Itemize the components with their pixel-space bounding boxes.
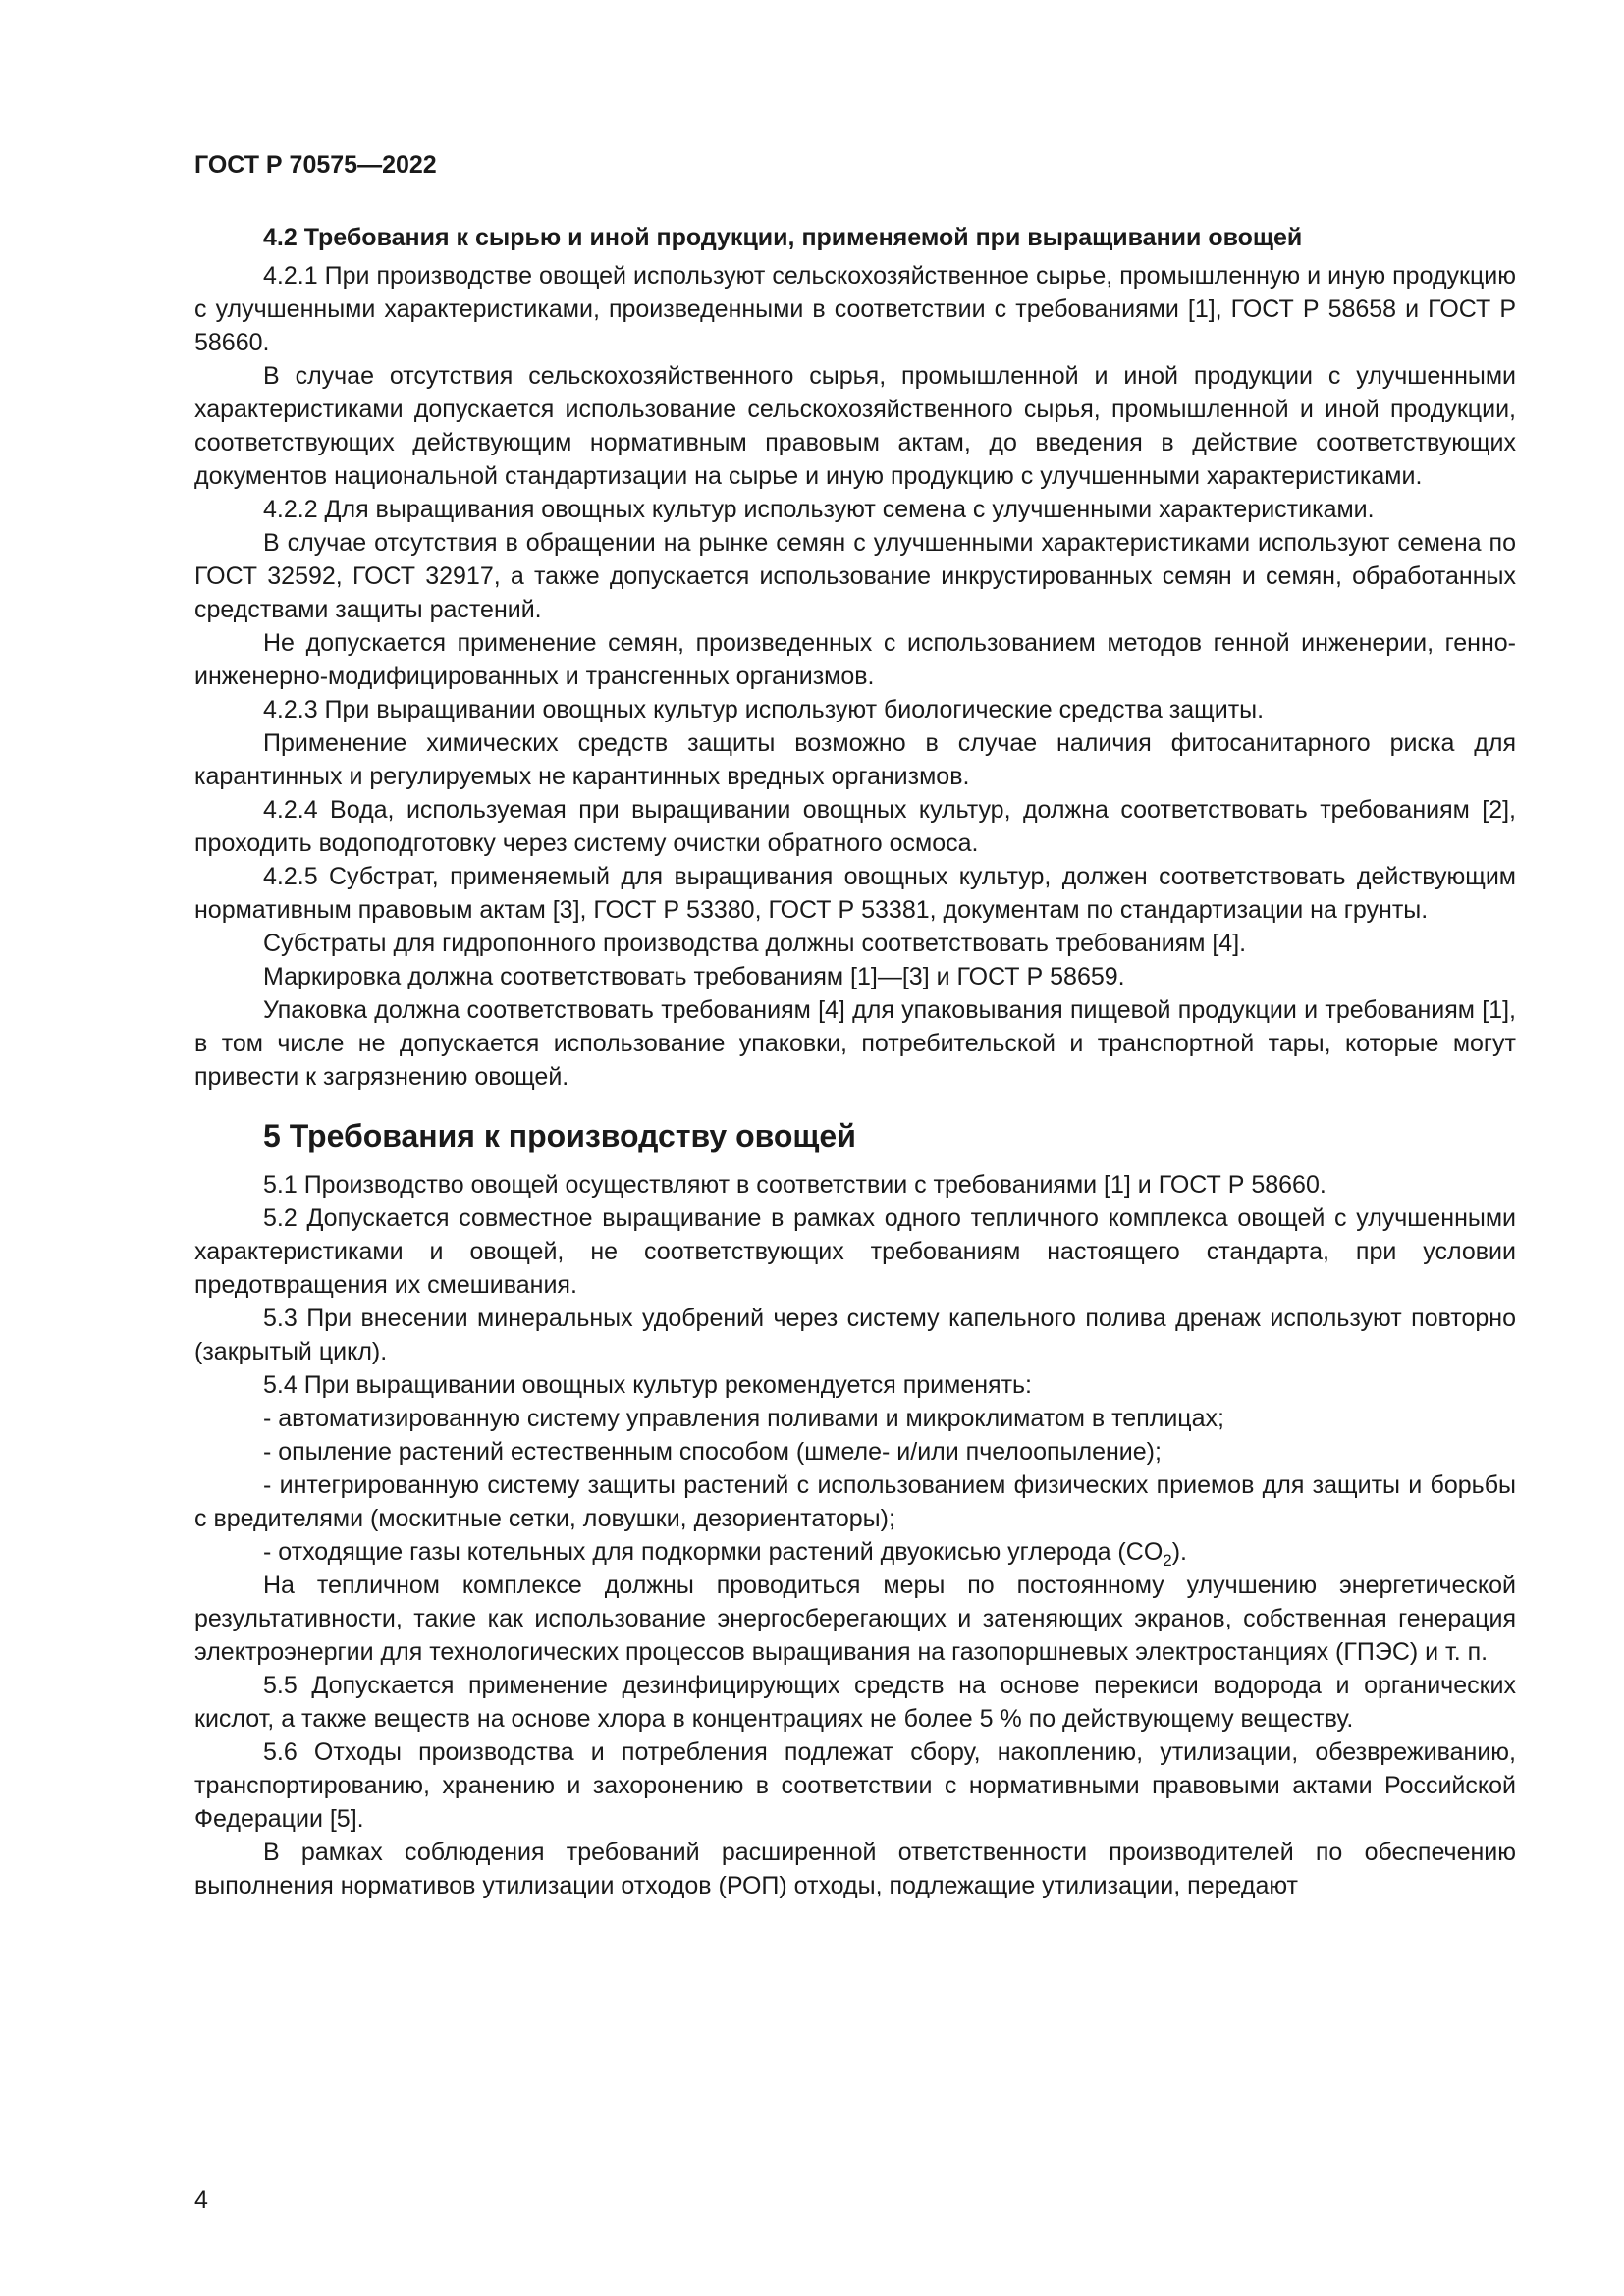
paragraph: На тепличном комплексе должны проводиться меры по постоянному улучшению энергетической результативности, такие как использование энергосберегающих и затеняющих экранов, собственная генерация электроэнергии для технологических процессов выращивания на газопоршневых электростанциях (ГПЭС) и т. п.: [194, 1572, 1516, 1666]
list-item-co2: [194, 1535, 1516, 1569]
subsection-heading-4-2: 4.2 Требования к сырью и иной продукции, применяемой при выращивании овощей: [263, 224, 1303, 251]
paragraph: 5.5 Допускается применение дезинфицирующих средств на основе перекиси водорода и органических кислот, а также веществ на основе хлора в концентрациях не более 5 % по действующему веществу.: [194, 1672, 1516, 1733]
page-content: [194, 221, 1516, 1902]
paragraph: Не допускается применение семян, произведенных с использованием методов генной инженерии, генно-инженерно-модифицированных и трансгенных организмов.: [194, 629, 1516, 690]
page-number: 4: [194, 2186, 208, 2214]
section-heading-5: 5 Требования к производству овощей: [263, 1118, 856, 1153]
co2-item-tail: ).: [1171, 1538, 1188, 1566]
paragraph: 5.4 При выращивании овощных культур рекомендуется применять:: [263, 1371, 1033, 1399]
paragraph: 4.2.1 При производстве овощей используют сельскохозяйственное сырье, промышленную и иную продукцию с улучшенными характеристиками, произведенными в соответствии с требованиями [1], ГОСТ Р 58658 и ГОСТ Р 58660.: [194, 262, 1516, 356]
paragraph: 4.2.5 Субстрат, применяемый для выращивания овощных культур, должен соответствовать действующим нормативным правовым актам [3], ГОСТ Р 53380, ГОСТ Р 53381, документам по стандартизации на грунты.: [194, 863, 1516, 924]
list-item: - автоматизированную систему управления поливами и микроклиматом в теплицах;: [263, 1405, 1224, 1432]
paragraph: 4.2.3 При выращивании овощных культур используют биологические средства защиты.: [263, 696, 1265, 723]
paragraph: Субстраты для гидропонного производства должны соответствовать требованиям [4].: [263, 930, 1247, 957]
paragraph: 5.6 Отходы производства и потребления подлежат сбору, накоплению, утилизации, обезвреживанию, транспортированию, хранению и захоронению в соответствии с нормативными правовыми актами Российской Федерации [5].: [194, 1738, 1516, 1833]
paragraph: Маркировка должна соответствовать требованиям [1]—[3] и ГОСТ Р 58659.: [263, 963, 1125, 990]
paragraph: В рамках соблюдения требований расширенной ответственности производителей по обеспечению выполнения нормативов утилизации отходов (РОП) отходы, подлежащие утилизации, передают: [194, 1839, 1516, 1899]
co2-item-text: - отходящие газы котельных для подкормки растений двуокисью углерода (CO: [263, 1538, 1164, 1566]
paragraph: Упаковка должна соответствовать требованиям [4] для упаковывания пищевой продукции и требованиям [1], в том числе не допускается использование упаковки, потребительской и транспортной тары, которые могут привести к загрязнению овощей.: [194, 996, 1516, 1091]
co2-subscript: 2: [1163, 1551, 1172, 1570]
paragraph: Применение химических средств защиты возможно в случае наличия фитосанитарного риска для карантинных и регулируемых не карантинных вредных организмов.: [194, 729, 1516, 790]
paragraph: 5.2 Допускается совместное выращивание в рамках одного тепличного комплекса овощей с улучшенными характеристиками и овощей, не соответствующих требованиям настоящего стандарта, при условии предотвращения их смешивания.: [194, 1204, 1516, 1299]
paragraph: 5.3 При внесении минеральных удобрений через систему капельного полива дренаж используют повторно (закрытый цикл).: [194, 1305, 1516, 1365]
paragraph: 4.2.2 Для выращивания овощных культур используют семена с улучшенными характеристиками.: [263, 496, 1375, 523]
list-item: - интегрированную систему защиты растений с использованием физических приемов для защиты и борьбы с вредителями (москитные сетки, ловушки, дезориентаторы);: [194, 1471, 1516, 1532]
paragraph: 5.1 Производство овощей осуществляют в соответствии с требованиями [1] и ГОСТ Р 58660.: [263, 1171, 1326, 1199]
paragraph: В случае отсутствия в обращении на рынке семян с улучшенными характеристиками используют семена по ГОСТ 32592, ГОСТ 32917, а также допускается использование инкрустированных семян и семян, обработанных средствами защиты растений.: [194, 529, 1516, 623]
paragraph: 4.2.4 Вода, используемая при выращивании овощных культур, должна соответствовать требованиям [2], проходить водоподготовку через систему очистки обратного осмоса.: [194, 796, 1516, 857]
document-code: ГОСТ Р 70575—2022: [194, 151, 437, 179]
paragraph: В случае отсутствия сельскохозяйственного сырья, промышленной и иной продукции с улучшенными характеристиками допускается использование сельскохозяйственного сырья, промышленной и иной продукции, соответствующих действующим нормативным правовым актам, до введения в действие соответствующих документов национальной стандартизации на сырье и иную продукцию с улучшенными характеристиками.: [194, 362, 1516, 490]
list-item: - опыление растений естественным способом (шмеле- и/или пчелоопыление);: [263, 1438, 1162, 1466]
